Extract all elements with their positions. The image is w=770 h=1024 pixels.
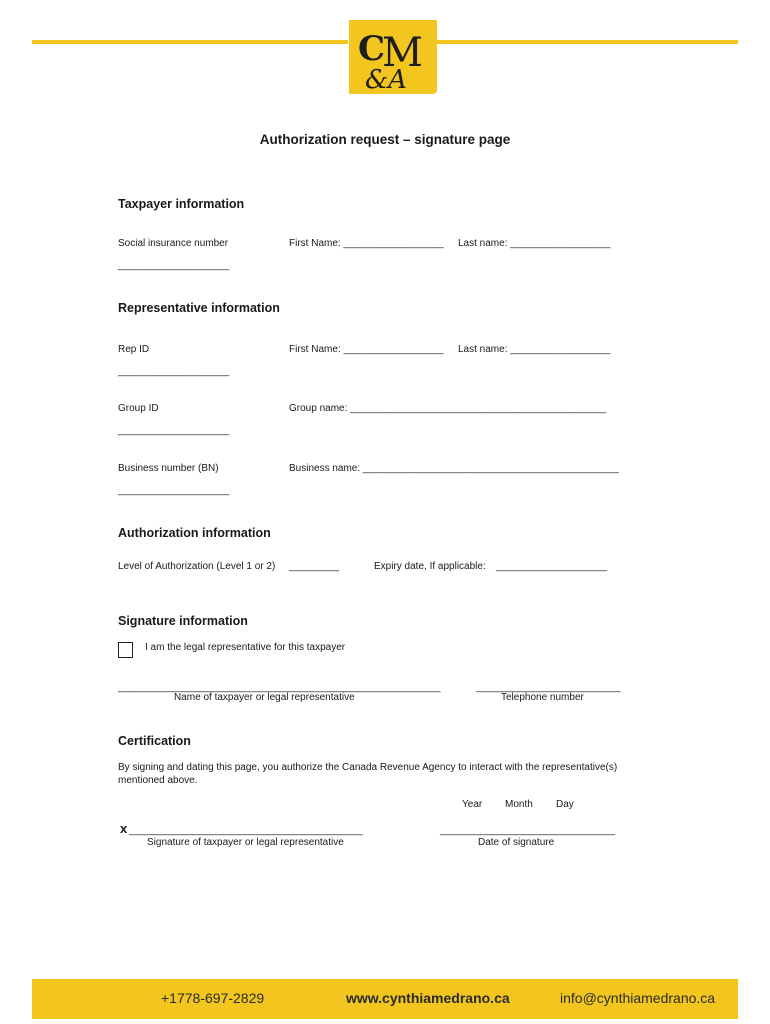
- date-month-label: Month: [505, 799, 533, 810]
- date-day-label: Day: [556, 799, 574, 810]
- bn-label: Business number (BN): [118, 463, 219, 474]
- footer-bar: [32, 979, 738, 1019]
- checkbox-label: I am the legal representative for this taxpayer: [145, 642, 346, 653]
- name-caption: Name of taxpayer or legal representative: [174, 692, 355, 703]
- group-id-field[interactable]: ____________________: [118, 425, 230, 436]
- svg-text:C: C: [358, 29, 386, 69]
- group-id-label: Group ID: [118, 403, 159, 414]
- rep-id-label: Rep ID: [118, 344, 150, 355]
- signature-field[interactable]: ________________________________________: [129, 824, 363, 836]
- signature-x-mark: x: [120, 821, 128, 836]
- footer-email-link[interactable]: info@cynthiamedrano.ca: [560, 990, 716, 1006]
- certification-text: By signing and dating this page, you authorize the Canada Revenue Agency to interact with the representative(s) mentioned above.: [118, 762, 618, 786]
- page-title: Authorization request – signature page: [259, 132, 511, 147]
- rep-last-name-field[interactable]: Last name: __________________: [458, 344, 611, 355]
- date-caption: Date of signature: [478, 837, 555, 848]
- level-label: Level of Authorization (Level 1 or 2): [118, 561, 276, 572]
- footer-website-link[interactable]: www.cynthiamedrano.ca: [346, 990, 510, 1006]
- company-logo: [349, 20, 437, 94]
- header-rule-right: [437, 40, 738, 44]
- signature-caption: Signature of taxpayer or legal representative: [147, 837, 344, 848]
- group-name-field[interactable]: Group name: ______________________________________________: [289, 403, 606, 414]
- telephone-field[interactable]: __________________________: [476, 682, 621, 693]
- date-year-label: Year: [462, 799, 483, 810]
- certification-heading: Certification: [118, 734, 191, 748]
- expiry-label: Expiry date, If applicable:: [374, 561, 486, 572]
- header-rule-left: [32, 40, 348, 44]
- representative-heading: Representative information: [118, 301, 280, 315]
- date-of-signature-field[interactable]: ______________________________: [440, 824, 616, 836]
- legal-representative-checkbox[interactable]: [118, 642, 133, 658]
- business-name-field[interactable]: Business name: ______________________________________________: [289, 463, 619, 474]
- expiry-field[interactable]: ____________________: [496, 561, 608, 572]
- taxpayer-first-name-field[interactable]: First Name: __________________: [289, 238, 444, 249]
- bn-field[interactable]: ____________________: [118, 485, 230, 496]
- name-field[interactable]: __________________________________________________________: [118, 682, 441, 693]
- svg-text:M: M: [382, 30, 423, 76]
- sin-label: Social insurance number: [118, 238, 229, 249]
- telephone-caption: Telephone number: [501, 692, 584, 703]
- rep-id-field[interactable]: ____________________: [118, 366, 230, 377]
- sin-field[interactable]: ____________________: [118, 260, 230, 271]
- svg-text:&A: &A: [365, 65, 407, 94]
- level-field[interactable]: _________: [289, 561, 340, 572]
- taxpayer-last-name-field[interactable]: Last name: __________________: [458, 238, 611, 249]
- signature-info-heading: Signature information: [118, 614, 248, 628]
- taxpayer-heading: Taxpayer information: [118, 197, 245, 211]
- authorization-heading: Authorization information: [118, 526, 271, 540]
- footer-phone[interactable]: +1778-697-2829: [161, 990, 265, 1006]
- rep-first-name-field[interactable]: First Name: __________________: [289, 344, 444, 355]
